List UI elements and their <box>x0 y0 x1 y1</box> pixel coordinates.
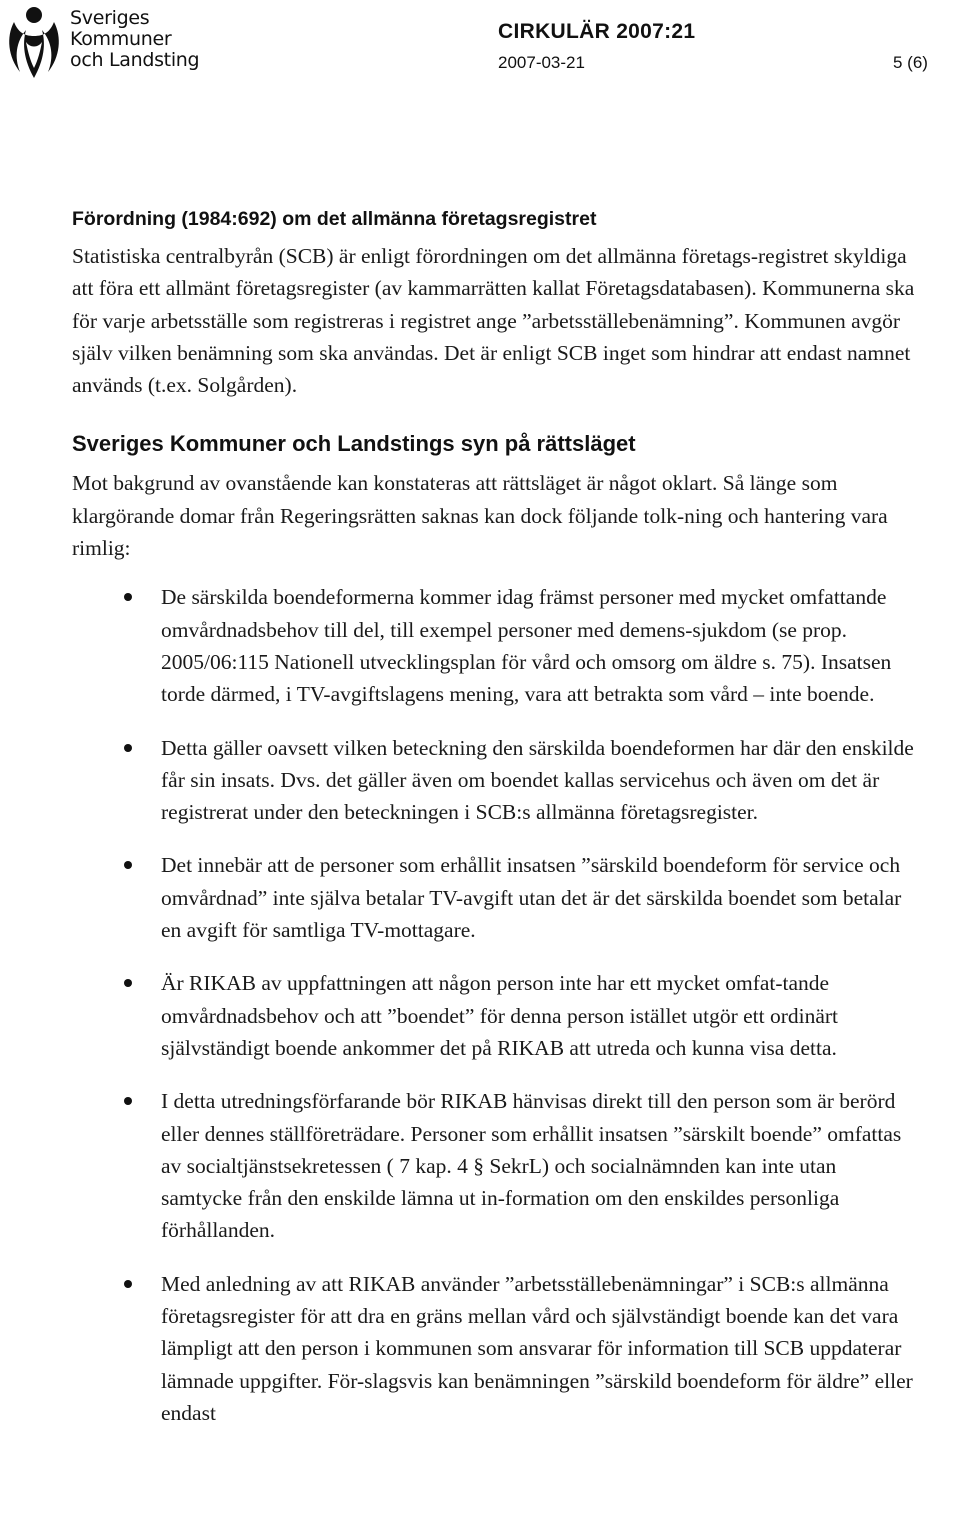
bullet-icon <box>124 1097 132 1105</box>
organization-name <box>70 8 199 71</box>
section-heading-position: Sveriges Kommuner och Landstings syn på rättsläget <box>72 431 636 457</box>
bullet-icon <box>124 861 132 869</box>
list-item <box>72 849 922 946</box>
org-line-2: Kommuner <box>70 28 172 50</box>
list-item-text: Med anledning av att RIKAB använder ”arbetsställebenämningar” i SCB:s allmänna företagsregister för att dra en gräns mellan vård och självständigt boende kan det vara lämpligt att den person i kommunen som ansvarar för information till SCB uppdaterar lämnade uppgifter. För-slagsvis kan benämningen ”särskild boendeform för äldre” eller endast <box>161 1271 913 1425</box>
list-item-text: Är RIKAB av uppfattningen att någon person inte har ett mycket omfat-tande omvårdnadsbehov och att ”boendet” för denna person istället utgör ett ordinärt självständigt boende ankommer det på RIKAB att utreda och kunna visa detta. <box>161 971 839 1060</box>
list-item <box>72 1085 922 1246</box>
skl-logo-icon <box>4 2 68 80</box>
list-item-text: Det innebär att de personer som erhållit insatsen ”särskild boendeform för service och omvårdnad” inte själva betalar TV-avgift utan det är det särskilda boendet som betalar en avgift för samtliga TV-mottagare. <box>161 853 902 943</box>
bullet-icon <box>124 593 132 601</box>
list-item <box>72 581 922 710</box>
page-number: 5 (6) <box>893 53 928 72</box>
circular-date: 2007-03-21 <box>498 53 585 72</box>
list-item-text: I detta utredningsförfarande bör RIKAB hänvisas direkt till den person som är berörd eller dennes ställföreträdare. Personer som erhållit insatsen ”särskilt boende” omfattas av socialtjänstsekretessen ( 7 kap. 4 § SekrL) och socialnämnden kan inte utan samtycke från den enskilde lämna ut in-formation om den enskildes personliga förhållanden. <box>161 1089 902 1243</box>
circular-title: CIRKULÄR 2007:21 <box>498 20 696 43</box>
paragraph-regulation: Statistiska centralbyrån (SCB) är enligt förordningen om det allmänna företags-registret skyldiga att föra ett allmänt företagsregister (av kammarrätten kallat Företagsdatabasen). Kommunerna ska för varje arbetsställe som registreras i registret ange ”arbetsställebenämning”. Kommunen avgör själv vilken benämning som ska användas. Det är enligt SCB inget som hindrar att endast namnet används (t.ex. Solgården). <box>72 244 915 398</box>
org-line-1: Sveriges <box>70 7 150 29</box>
list-item <box>72 732 922 829</box>
section-heading-regulation: Förordning (1984:692) om det allmänna företagsregistret <box>72 208 597 230</box>
paragraph-position: Mot bakgrund av ovanstående kan konstateras att rättsläget är något oklart. Så länge som klargörande domar från Regeringsrätten saknas kan dock följande tolk-ning och hantering vara rimlig: <box>72 471 888 561</box>
list-item-text: Detta gäller oavsett vilken beteckning den särskilda boendeformen har där den enskilde får sin insats. Dvs. det gäller även om boendet kallas servicehus och även om det är registrerat under den beteckningen i SCB:s allmänna företagsregister. <box>161 735 914 825</box>
bullet-icon <box>124 1280 132 1288</box>
list-item-text: De särskilda boendeformerna kommer idag främst personer med mycket omfattande omvårdnadsbehov till del, till exempel personer med demens-sjukdom (se prop. 2005/06:115 Nationell utvecklingsplan för vård och omsorg om äldre s. 75). Insatsen torde därmed, i TV-avgiftslagens mening, vara att betrakta som vård – inte boende. <box>161 585 892 707</box>
bullet-icon <box>124 744 132 752</box>
bullet-icon <box>124 979 132 987</box>
bullet-list <box>72 581 922 1429</box>
org-line-3: och Landsting <box>70 49 200 71</box>
list-item <box>72 1268 922 1429</box>
document-body <box>72 204 922 1450</box>
document-header <box>0 0 960 90</box>
list-item <box>72 967 922 1064</box>
